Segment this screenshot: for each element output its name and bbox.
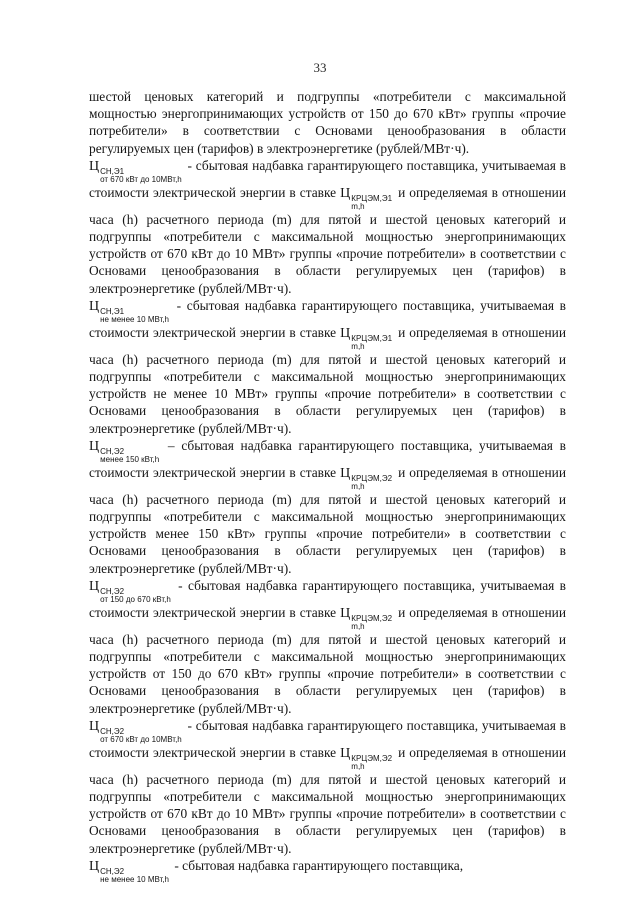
paragraph-text: и определяемая в отношении часа (h) расчетного периода (m) для пятой и шестой ценовых категорий и подгруппы «потребители с максимальной мощностью энергопринимающих устройств менее 150 кВт» группы «прочие потребители» в соответствии с Основами ценообразования в области регулируемых цен (тарифов) в электроэнергетике (рублей/МВт·ч). (89, 464, 567, 576)
rate-superscript: КРЦЭМ,Э1 (351, 333, 393, 343)
symbol-subscript: не менее 10 МВт,h (100, 314, 170, 324)
symbol-subscript: не менее 10 МВт,h (100, 874, 170, 884)
rate-subscript: m,h (351, 341, 365, 351)
paragraph-pre: - сбытовая надбавка гарантирующего поставщика, учитываемая в стоимости электрической энергии в ставке (89, 717, 566, 760)
document-body (89, 88, 566, 884)
paragraph-5 (89, 577, 566, 717)
paragraph-text: и определяемая в отношении часа (h) расчетного периода (m) для пятой и шестой ценовых категорий и подгруппы «потребители с максимальной мощностью энергопринимающих устройств от 670 кВт до 10 МВт» группы «прочие потребители» в соответствии с Основами ценообразования в области регулируемых цен (тарифов) в электроэнергетике (рублей/МВт·ч). (89, 744, 567, 856)
rate-subscript: m,h (351, 201, 365, 211)
paragraph-pre: - сбытовая надбавка гарантирующего поставщика, учитываемая в стоимости электрической энергии в ставке (89, 157, 566, 200)
page-number: 33 (313, 60, 327, 75)
paragraph-2 (89, 157, 566, 297)
rate-superscript: КРЦЭМ,Э2 (351, 473, 393, 483)
symbol-superscript: СН,Э2 (100, 866, 125, 876)
rate-superscript: КРЦЭМ,Э2 (351, 613, 393, 623)
paragraph-6 (89, 717, 566, 857)
tariff-symbol: Ц СН,Э2 от 670 кВт до 10МВт,h (89, 718, 182, 744)
paragraph-pre: - сбытовая надбавка гарантирующего поставщика, учитываемая в стоимости электрической энергии в ставке (89, 297, 566, 340)
tariff-symbol: Ц СН,Э2 не менее 10 МВт,h (89, 858, 170, 884)
paragraph-4 (89, 437, 566, 577)
paragraph-text: и определяемая в отношении часа (h) расчетного периода (m) для пятой и шестой ценовых категорий и подгруппы «потребители с максимальной мощностью энергопринимающих устройств не менее 10 МВт» группы «прочие потребители» в соответствии с Основами ценообразования в области регулируемых цен (тарифов) в электроэнергетике (рублей/МВт·ч). (89, 324, 567, 436)
rate-subscript: m,h (351, 761, 365, 771)
symbol-subscript: от 670 кВт до 10МВт,h (100, 174, 182, 184)
paragraph-1 (89, 88, 566, 157)
paragraph-pre: - сбытовая надбавка гарантирующего поставщика, учитываемая в стоимости электрической энергии в ставке (89, 577, 566, 620)
paragraph-7 (89, 857, 566, 884)
symbol-superscript: СН,Э2 (100, 726, 125, 736)
rate-symbol: Ц КРЦЭМ,Э2 m,h (340, 745, 393, 771)
paragraph-3 (89, 297, 566, 437)
rate-symbol: Ц КРЦЭМ,Э2 m,h (340, 465, 393, 491)
rate-subscript: m,h (351, 621, 365, 631)
tariff-symbol: Ц СН,Э1 от 670 кВт до 10МВт,h (89, 158, 182, 184)
tariff-symbol: Ц СН,Э1 не менее 10 МВт,h (89, 298, 170, 324)
symbol-subscript: менее 150 кВт,h (100, 454, 160, 464)
paragraph-pre: - сбытовая надбавка гарантирующего поставщика, (171, 857, 464, 873)
rate-superscript: КРЦЭМ,Э2 (351, 753, 393, 763)
symbol-subscript: от 150 до 670 кВт,h (100, 594, 171, 604)
paragraph-pre: – сбытовая надбавка гарантирующего поставщика, учитываемая в стоимости электрической энергии в ставке (89, 437, 566, 480)
symbol-superscript: СН,Э2 (100, 586, 125, 596)
tariff-symbol: Ц СН,Э2 менее 150 кВт,h (89, 438, 160, 464)
paragraph-text: шестой ценовых категорий и подгруппы «потребители с максимальной мощностью энергопринимающих устройств от 150 до 670 кВт» группы «прочие потребители» в соответствии с Основами ценообразования в области регулируемых цен (тарифов) в электроэнергетике (рублей/МВт·ч). (89, 89, 566, 156)
symbol-superscript: СН,Э1 (100, 166, 125, 176)
rate-symbol: Ц КРЦЭМ,Э2 m,h (340, 605, 393, 631)
rate-subscript: m,h (351, 481, 365, 491)
rate-symbol: Ц КРЦЭМ,Э1 m,h (340, 185, 393, 211)
paragraph-text: и определяемая в отношении часа (h) расчетного периода (m) для пятой и шестой ценовых категорий и подгруппы «потребители с максимальной мощностью энергопринимающих устройств от 670 кВт до 10 МВт» группы «прочие потребители» в соответствии с Основами ценообразования в области регулируемых цен (тарифов) в электроэнергетике (рублей/МВт·ч). (89, 184, 567, 296)
rate-superscript: КРЦЭМ,Э1 (351, 193, 393, 203)
symbol-superscript: СН,Э1 (100, 306, 125, 316)
rate-symbol: Ц КРЦЭМ,Э1 m,h (340, 325, 393, 351)
symbol-subscript: от 670 кВт до 10МВт,h (100, 734, 182, 744)
tariff-symbol: Ц СН,Э2 от 150 до 670 кВт,h (89, 578, 171, 604)
paragraph-text: и определяемая в отношении часа (h) расчетного периода (m) для пятой и шестой ценовых категорий и подгруппы «потребители с максимальной мощностью энергопринимающих устройств от 150 до 670 кВт» группы «прочие потребители» в соответствии с Основами ценообразования в области регулируемых цен (тарифов) в электроэнергетике (рублей/МВт·ч). (89, 604, 567, 716)
symbol-superscript: СН,Э2 (100, 446, 125, 456)
